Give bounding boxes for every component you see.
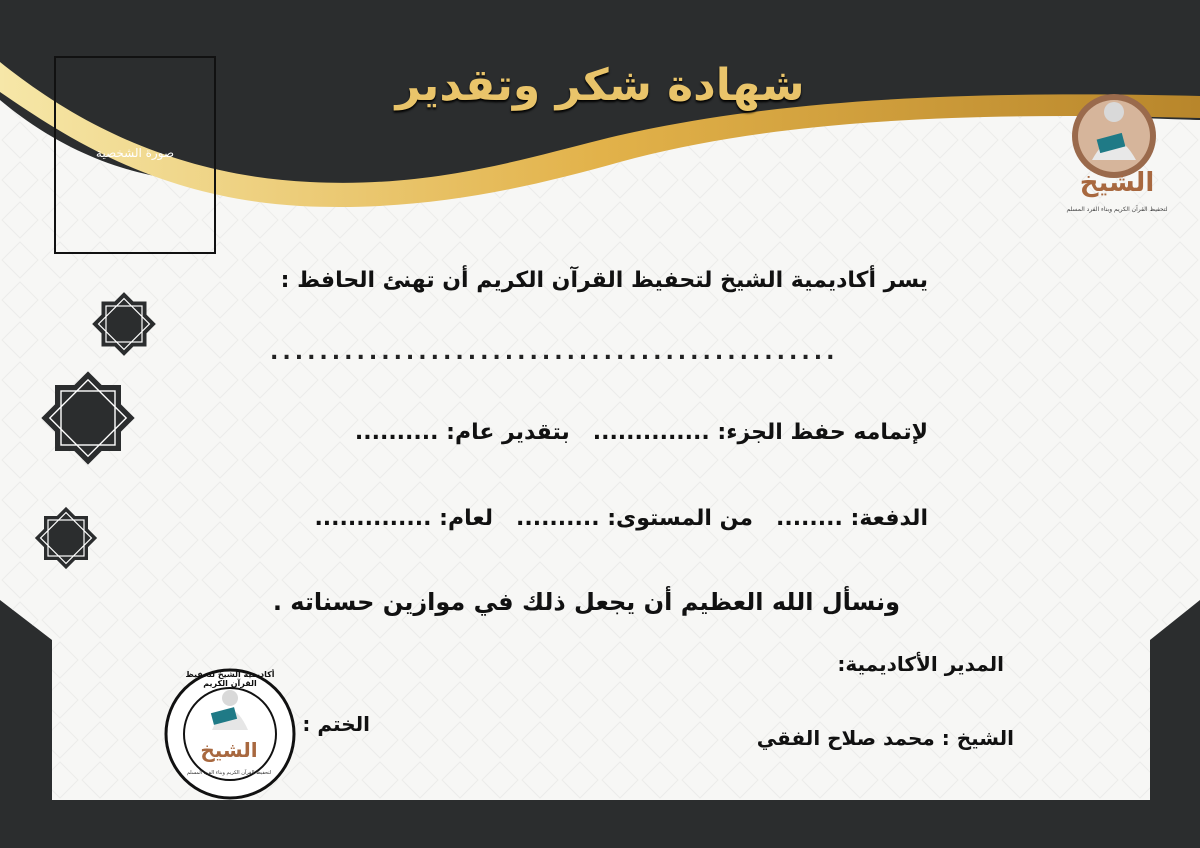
batch-label: الدفعة: <box>850 506 928 531</box>
seal-tagline: لتحفيظ القرآن الكريم وبناء الفرد المسلم <box>186 770 272 776</box>
seal-label: الختم : <box>302 712 370 736</box>
part-field-dots[interactable]: .............. <box>592 420 710 445</box>
photo-label: صورة الشخصية <box>95 146 175 160</box>
seal-name: الشيخ <box>200 738 258 762</box>
intro-text: يسر أكاديمية الشيخ لتحفيظ القرآن الكريم أن تهنئ الحافظ : <box>280 268 928 293</box>
name-field-dots[interactable]: .............................................. <box>270 340 839 365</box>
level-label: من المستوى: <box>607 506 753 531</box>
star-ornament-medium <box>35 507 97 569</box>
logo-tagline: لتحفيظ القرآن الكريم وبناء الفرد المسلم <box>1066 206 1168 213</box>
logo-name: الشيخ <box>1079 168 1155 198</box>
seal-emblem <box>166 670 294 798</box>
level-field-dots[interactable]: .......... <box>516 506 600 531</box>
star-ornament-small <box>93 293 155 355</box>
certificate-title: شهادة شكر وتقدير <box>395 60 805 111</box>
grade-field-dots[interactable]: .......... <box>354 420 439 445</box>
row-batch-level-year <box>314 506 928 531</box>
batch-field-dots[interactable]: ........ <box>775 506 843 531</box>
part-label: لإتمامه حفظ الجزء: <box>717 420 928 445</box>
grade-label: بتقدير عام: <box>446 420 570 445</box>
sheikh-signature-line: الشيخ : محمد صلاح الفقي <box>756 726 1014 750</box>
row-part-grade <box>355 420 928 445</box>
year-label: لعام: <box>439 506 494 531</box>
closing-prayer: ونسأل الله العظيم أن يجعل ذلك في موازين حسناته . <box>272 588 900 616</box>
seal-ring-text: أكاديمية الشيخ لتحفيظ القرآن الكريم <box>185 670 275 688</box>
star-ornament-large <box>41 371 134 464</box>
year-field-dots[interactable]: .............. <box>314 506 432 531</box>
director-label: المدير الأكاديمية: <box>837 652 1004 676</box>
